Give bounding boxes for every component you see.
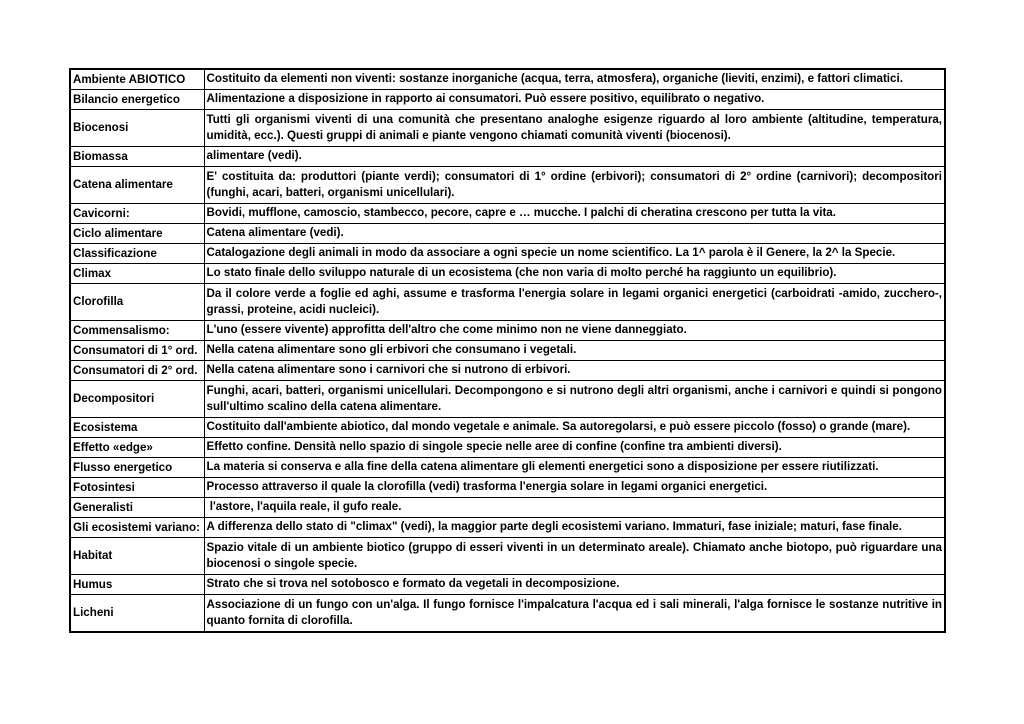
definition-cell: Effetto confine. Densità nello spazio di singole specie nelle aree di confine (confine tra ambienti diversi). — [204, 438, 945, 458]
term-cell: Decompositori — [70, 381, 204, 418]
term-cell: Catena alimentare — [70, 167, 204, 204]
table-row — [70, 341, 945, 361]
term-cell: Gli ecosistemi variano: — [70, 518, 204, 538]
table-row — [70, 361, 945, 381]
term-cell: Biocenosi — [70, 110, 204, 147]
table-row — [70, 538, 945, 575]
definition-cell: Associazione di un fungo con un'alga. Il fungo fornisce l'impalcatura l'acqua ed i sali minerali, l'alga fornisce le sostanze nutritive in quanto fornita di clorofilla. — [204, 595, 945, 633]
table-row — [70, 224, 945, 244]
table-row — [70, 458, 945, 478]
definition-cell: Funghi, acari, batteri, organismi unicellulari. Decompongono e si nutrono degli altri organismi, anche i carnivori e quindi si pongono sull'ultimo scalino della catena alimentare. — [204, 381, 945, 418]
glossary-table — [69, 68, 946, 633]
table-row — [70, 575, 945, 595]
term-cell: Commensalismo: — [70, 321, 204, 341]
table-row — [70, 110, 945, 147]
table-row — [70, 418, 945, 438]
table-row — [70, 478, 945, 498]
table-row — [70, 438, 945, 458]
term-cell: Effetto «edge» — [70, 438, 204, 458]
definition-cell: E' costituita da: produttori (piante verdi); consumatori di 1° ordine (erbivori); consumatori di 2° ordine (carnivori); decompositori (funghi, acari, batteri, organismi unicellulari). — [204, 167, 945, 204]
table-row — [70, 244, 945, 264]
term-cell: Ciclo alimentare — [70, 224, 204, 244]
term-cell: Generalisti — [70, 498, 204, 518]
term-cell: Ambiente ABIOTICO — [70, 69, 204, 90]
definition-cell: alimentare (vedi). — [204, 147, 945, 167]
definition-cell: l'astore, l'aquila reale, il gufo reale. — [204, 498, 945, 518]
term-cell: Cavicorni: — [70, 204, 204, 224]
definition-cell: Costituito dall'ambiente abiotico, dal mondo vegetale e animale. Sa autoregolarsi, e può essere piccolo (fosso) o grande (mare). — [204, 418, 945, 438]
definition-cell: Spazio vitale di un ambiente biotico (gruppo di esseri viventi in un determinato areale). Chiamato anche biotopo, può riguardare una biocenosi o singole specie. — [204, 538, 945, 575]
table-row — [70, 284, 945, 321]
term-cell: Humus — [70, 575, 204, 595]
term-cell: Consumatori di 1° ord. — [70, 341, 204, 361]
term-cell: Classificazione — [70, 244, 204, 264]
term-cell: Habitat — [70, 538, 204, 575]
table-row — [70, 498, 945, 518]
term-cell: Biomassa — [70, 147, 204, 167]
table-row — [70, 204, 945, 224]
term-cell: Bilancio energetico — [70, 90, 204, 110]
table-row — [70, 264, 945, 284]
table-row — [70, 167, 945, 204]
term-cell: Ecosistema — [70, 418, 204, 438]
table-row — [70, 69, 945, 90]
term-cell: Fotosintesi — [70, 478, 204, 498]
definition-cell: Nella catena alimentare sono i carnivori che si nutrono di erbivori. — [204, 361, 945, 381]
table-row — [70, 518, 945, 538]
term-cell: Licheni — [70, 595, 204, 633]
definition-cell: Catalogazione degli animali in modo da associare a ogni specie un nome scientifico. La 1^ parola è il Genere, la 2^ la Specie. — [204, 244, 945, 264]
definition-cell: L'uno (essere vivente) approfitta dell'altro che come minimo non ne viene danneggiato. — [204, 321, 945, 341]
definition-cell: Nella catena alimentare sono gli erbivori che consumano i vegetali. — [204, 341, 945, 361]
definition-cell: Tutti gli organismi viventi di una comunità che presentano analoghe esigenze riguardo al loro ambiente (altitudine, temperatura, umidità, ecc.). Questi gruppi di animali e piante vengono chiamati comunità viventi (biocenosi). — [204, 110, 945, 147]
term-cell: Clorofilla — [70, 284, 204, 321]
term-cell: Consumatori di 2° ord. — [70, 361, 204, 381]
definition-cell: Processo attraverso il quale la clorofilla (vedi) trasforma l'energia solare in legami organici energetici. — [204, 478, 945, 498]
table-row — [70, 90, 945, 110]
definition-cell: Da il colore verde a foglie ed aghi, assume e trasforma l'energia solare in legami organici energetici (carboidrati -amido, zucchero-, grassi, proteine, acidi nucleici). — [204, 284, 945, 321]
definition-cell: Catena alimentare (vedi). — [204, 224, 945, 244]
table-row — [70, 595, 945, 633]
definition-cell: A differenza dello stato di "climax" (vedi), la maggior parte degli ecosistemi variano. Immaturi, fase iniziale; maturi, fase finale. — [204, 518, 945, 538]
table-row — [70, 381, 945, 418]
definition-cell: Strato che si trova nel sotobosco e formato da vegetali in decomposizione. — [204, 575, 945, 595]
definition-cell: Alimentazione a disposizione in rapporto ai consumatori. Può essere positivo, equilibrato o negativo. — [204, 90, 945, 110]
definition-cell: Costituito da elementi non viventi: sostanze inorganiche (acqua, terra, atmosfera), organiche (lieviti, enzimi), e fattori climatici. — [204, 69, 945, 90]
term-cell: Climax — [70, 264, 204, 284]
table-row — [70, 147, 945, 167]
term-cell: Flusso energetico — [70, 458, 204, 478]
definition-cell: La materia si conserva e alla fine della catena alimentare gli elementi energetici sono a disposizione per essere riutilizzati. — [204, 458, 945, 478]
definition-cell: Lo stato finale dello sviluppo naturale di un ecosistema (che non varia di molto perché ha raggiunto un equilibrio). — [204, 264, 945, 284]
definition-cell: Bovidi, mufflone, camoscio, stambecco, pecore, capre e … mucche. I palchi di cheratina crescono per tutta la vita. — [204, 204, 945, 224]
table-row — [70, 321, 945, 341]
